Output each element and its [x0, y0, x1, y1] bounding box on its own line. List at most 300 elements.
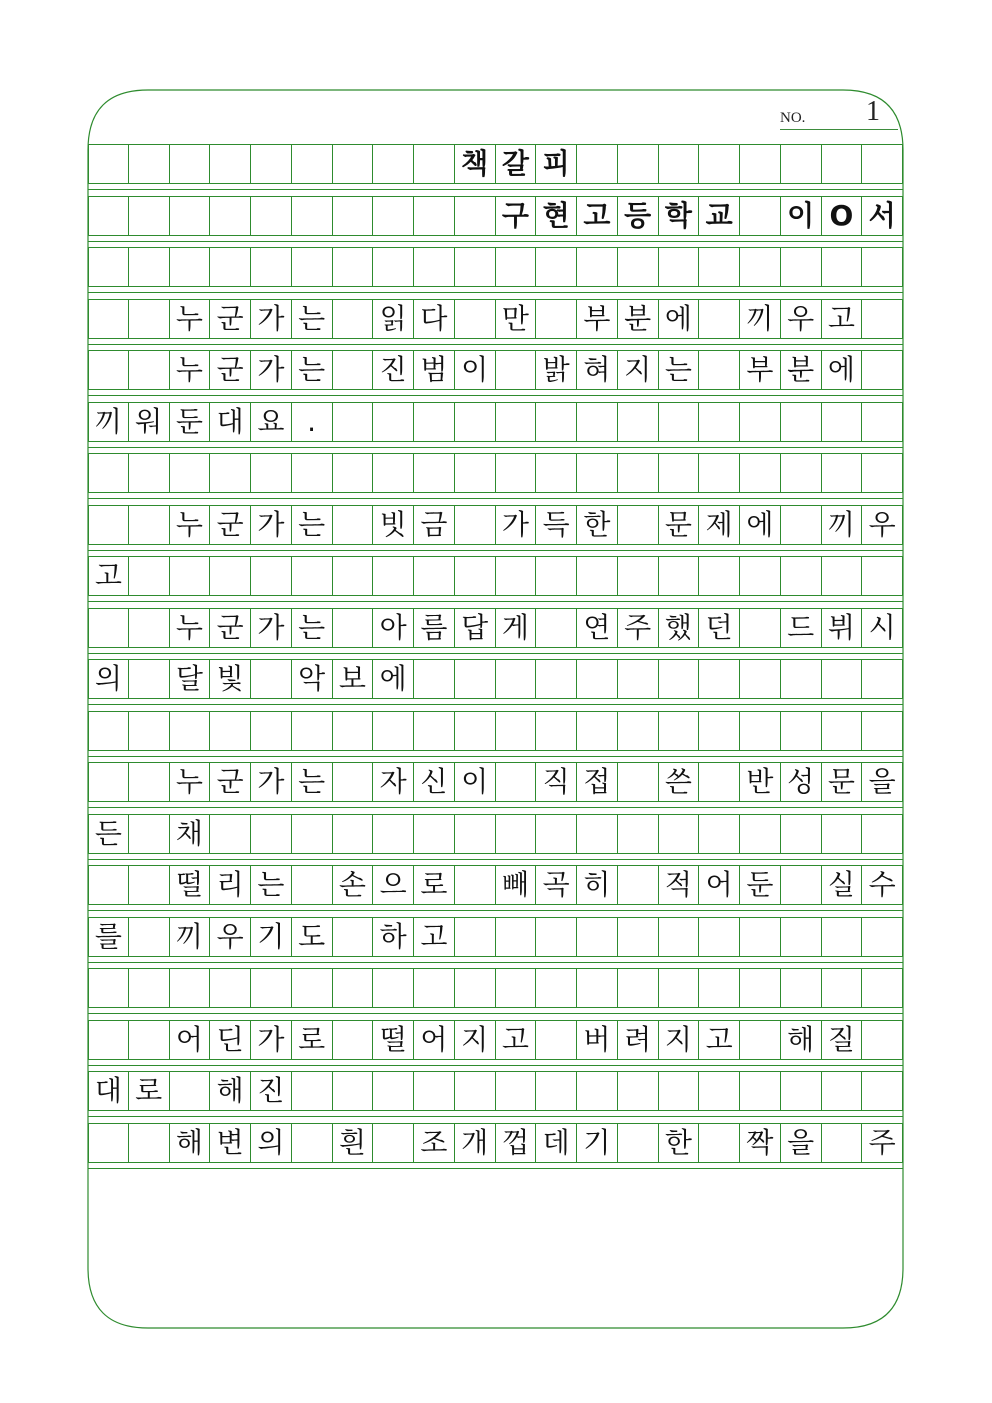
grid-cell: [536, 453, 577, 493]
grid-cell: [129, 196, 170, 236]
grid-cell: [862, 814, 903, 854]
grid-cell: [455, 711, 496, 751]
grid-cell: [210, 196, 251, 236]
grid-cell: [822, 917, 863, 957]
grid-cell: [455, 865, 496, 905]
grid-cell: [618, 814, 659, 854]
grid-cell: 성: [781, 762, 822, 802]
grid-cell: 문: [822, 762, 863, 802]
grid-cell: 끼: [822, 505, 863, 545]
grid-cell: 를: [88, 917, 129, 957]
grid-cell: [292, 556, 333, 596]
grid-cell: [414, 556, 455, 596]
grid-cell: [170, 453, 211, 493]
grid-cell: 고: [699, 1020, 740, 1060]
grid-cell: 구: [496, 196, 537, 236]
grid-cell: 악: [292, 659, 333, 699]
grid-cell: 게: [496, 608, 537, 648]
page-number-underline: [780, 129, 898, 130]
grid-cell: 군: [210, 350, 251, 390]
grid-cell: [496, 350, 537, 390]
grid-cell: 해: [210, 1071, 251, 1111]
grid-cell: [659, 247, 700, 287]
grid-cell: [455, 556, 496, 596]
grid-cell: [333, 814, 374, 854]
grid-cell: 뷔: [822, 608, 863, 648]
grid-cell: 에: [740, 505, 781, 545]
grid-cell: 가: [251, 1020, 292, 1060]
grid-cell: [577, 556, 618, 596]
grid-cell: 가: [251, 350, 292, 390]
grid-cell: [618, 453, 659, 493]
grid-cell: [740, 711, 781, 751]
grid-cell: [292, 144, 333, 184]
grid-gap-line: [88, 498, 903, 499]
grid-cell: [170, 196, 211, 236]
grid-cell: [414, 453, 455, 493]
grid-cell: [333, 608, 374, 648]
grid-cell: [862, 402, 903, 442]
grid-cell: 던: [699, 608, 740, 648]
grid-cell: 한: [659, 1123, 700, 1163]
grid-cell: [862, 917, 903, 957]
grid-cell: 읽: [373, 299, 414, 339]
grid-cell: 신: [414, 762, 455, 802]
grid-cell: [822, 968, 863, 1008]
grid-cell: 대: [88, 1071, 129, 1111]
grid-cell: [862, 968, 903, 1008]
grid-cell: 히: [577, 865, 618, 905]
grid-cell: [210, 711, 251, 751]
grid-cell: 려: [618, 1020, 659, 1060]
grid-cell: 에: [822, 350, 863, 390]
grid-cell: [536, 608, 577, 648]
grid-cell: [699, 453, 740, 493]
grid-cell: 이: [455, 350, 496, 390]
grid-gap-line: [88, 292, 903, 293]
grid-cell: [455, 196, 496, 236]
grid-cell: [292, 865, 333, 905]
grid-cell: 혀: [577, 350, 618, 390]
grid-cell: 누: [170, 350, 211, 390]
grid-cell: 는: [292, 350, 333, 390]
grid-cell: 득: [536, 505, 577, 545]
page-number-value: 1: [866, 96, 880, 127]
grid-cell: [740, 814, 781, 854]
grid-cell: [251, 144, 292, 184]
grid-cell: [292, 968, 333, 1008]
grid-cell: [740, 402, 781, 442]
grid-cell: [333, 1020, 374, 1060]
grid-cell: [292, 196, 333, 236]
grid-gap-line: [88, 910, 903, 911]
grid-cell: [373, 711, 414, 751]
grid-cell: 둔: [740, 865, 781, 905]
grid-cell: [618, 1123, 659, 1163]
grid-cell: 진: [373, 350, 414, 390]
grid-cell: 문: [659, 505, 700, 545]
grid-cell: [659, 1071, 700, 1111]
grid-cell: [822, 247, 863, 287]
grid-cell: [577, 917, 618, 957]
grid-cell: [822, 402, 863, 442]
grid-cell: [659, 402, 700, 442]
grid-cell: [129, 917, 170, 957]
grid-cell: [699, 1123, 740, 1163]
grid-cell: 껍: [496, 1123, 537, 1163]
grid-cell: [822, 1071, 863, 1111]
grid-cell: [373, 968, 414, 1008]
grid-row: [88, 350, 903, 390]
grid-cell: [333, 711, 374, 751]
grid-row: [88, 711, 903, 751]
grid-cell: 밝: [536, 350, 577, 390]
grid-gap-line: [88, 756, 903, 757]
grid-cell: 한: [577, 505, 618, 545]
grid-cell: 짝: [740, 1123, 781, 1163]
grid-cell: 해: [781, 1020, 822, 1060]
grid-cell: [88, 247, 129, 287]
grid-cell: [781, 402, 822, 442]
grid-cell: [129, 556, 170, 596]
grid-cell: 드: [781, 608, 822, 648]
grid-cell: 로: [414, 865, 455, 905]
grid-row: [88, 247, 903, 287]
grid-gap-line: [88, 550, 903, 551]
grid-cell: [129, 299, 170, 339]
grid-cell: [781, 968, 822, 1008]
grid-cell: 지: [455, 1020, 496, 1060]
grid-cell: 지: [659, 1020, 700, 1060]
grid-cell: 빼: [496, 865, 537, 905]
grid-cell: [781, 247, 822, 287]
grid-cell: [862, 144, 903, 184]
grid-row: [88, 144, 903, 184]
grid-cell: [659, 659, 700, 699]
grid-cell: [170, 247, 211, 287]
grid-cell: 을: [862, 762, 903, 802]
grid-cell: 개: [455, 1123, 496, 1163]
grid-cell: 고: [496, 1020, 537, 1060]
grid-cell: [292, 247, 333, 287]
grid-cell: [740, 608, 781, 648]
grid-cell: 곡: [536, 865, 577, 905]
grid-row: [88, 299, 903, 339]
grid-row: [88, 659, 903, 699]
grid-cell: [699, 299, 740, 339]
grid-cell: 는: [292, 505, 333, 545]
grid-cell: [659, 453, 700, 493]
grid-cell: [333, 505, 374, 545]
grid-cell: [862, 247, 903, 287]
grid-cell: [618, 659, 659, 699]
grid-row: [88, 865, 903, 905]
grid-cell: 접: [577, 762, 618, 802]
grid-cell: [536, 814, 577, 854]
grid-cell: 누: [170, 505, 211, 545]
grid-cell: 교: [699, 196, 740, 236]
grid-cell: 떨: [170, 865, 211, 905]
grid-row: [88, 608, 903, 648]
grid-cell: 손: [333, 865, 374, 905]
grid-cell: [414, 247, 455, 287]
grid-cell: [699, 1071, 740, 1111]
grid-cell: [251, 659, 292, 699]
grid-cell: [618, 1071, 659, 1111]
grid-cell: 는: [292, 762, 333, 802]
grid-cell: [373, 1123, 414, 1163]
grid-cell: [251, 196, 292, 236]
grid-cell: [414, 659, 455, 699]
grid-cell: 이: [781, 196, 822, 236]
grid-cell: [333, 196, 374, 236]
grid-cell: 다: [414, 299, 455, 339]
grid-cell: 군: [210, 608, 251, 648]
grid-cell: [659, 556, 700, 596]
grid-cell: 해: [170, 1123, 211, 1163]
grid-cell: [88, 762, 129, 802]
grid-cell: 반: [740, 762, 781, 802]
grid-cell: [251, 556, 292, 596]
grid-cell: [536, 247, 577, 287]
grid-cell: 제: [699, 505, 740, 545]
grid-cell: [577, 1071, 618, 1111]
grid-cell: [577, 247, 618, 287]
grid-cell: [129, 144, 170, 184]
grid-cell: 의: [88, 659, 129, 699]
grid-cell: 가: [496, 505, 537, 545]
grid-cell: 기: [251, 917, 292, 957]
grid-cell: [333, 917, 374, 957]
grid-cell: [781, 865, 822, 905]
grid-gap-line: [88, 807, 903, 808]
grid-gap-line: [88, 395, 903, 396]
grid-cell: [822, 144, 863, 184]
grid-cell: [333, 144, 374, 184]
grid-cell: [699, 144, 740, 184]
grid-cell: [659, 814, 700, 854]
grid-cell: [455, 453, 496, 493]
grid-gap-line: [88, 653, 903, 654]
grid-cell: 가: [251, 299, 292, 339]
grid-cell: [455, 659, 496, 699]
grid-cell: [170, 556, 211, 596]
grid-cell: 빗: [373, 505, 414, 545]
grid-cell: 빛: [210, 659, 251, 699]
grid-cell: [536, 1071, 577, 1111]
grid-cell: 떨: [373, 1020, 414, 1060]
grid-cell: 요: [251, 402, 292, 442]
grid-cell: 등: [618, 196, 659, 236]
grid-cell: [455, 299, 496, 339]
grid-gap-line: [88, 189, 903, 190]
grid-cell: [577, 814, 618, 854]
grid-gap-line: [88, 1013, 903, 1014]
grid-cell: [618, 711, 659, 751]
grid-row: [88, 402, 903, 442]
grid-cell: [699, 556, 740, 596]
grid-cell: 가: [251, 505, 292, 545]
grid-cell: [373, 814, 414, 854]
grid-cell: [496, 556, 537, 596]
grid-cell: 고: [577, 196, 618, 236]
grid-cell: [536, 711, 577, 751]
grid-cell: 는: [292, 608, 333, 648]
grid-cell: [740, 917, 781, 957]
grid-cell: 아: [373, 608, 414, 648]
grid-cell: [781, 814, 822, 854]
grid-cell: 고: [414, 917, 455, 957]
grid-cell: 채: [170, 814, 211, 854]
grid-row: [88, 196, 903, 236]
grid-cell: [129, 814, 170, 854]
grid-cell: [129, 453, 170, 493]
grid-cell: [455, 814, 496, 854]
grid-cell: [496, 247, 537, 287]
grid-cell: [699, 814, 740, 854]
grid-cell: 했: [659, 608, 700, 648]
grid-cell: [496, 917, 537, 957]
grid-cell: 범: [414, 350, 455, 390]
grid-cell: 만: [496, 299, 537, 339]
grid-cell: 이: [455, 762, 496, 802]
grid-cell: [129, 968, 170, 1008]
grid-cell: [129, 505, 170, 545]
grid-gap-line: [88, 1168, 903, 1169]
grid-cell: [740, 556, 781, 596]
grid-cell: [577, 659, 618, 699]
grid-cell: 에: [373, 659, 414, 699]
grid-cell: [455, 968, 496, 1008]
grid-cell: 서: [862, 196, 903, 236]
grid-cell: [781, 659, 822, 699]
grid-cell: 책: [455, 144, 496, 184]
grid-cell: 누: [170, 299, 211, 339]
grid-cell: [129, 762, 170, 802]
grid-cell: [129, 1020, 170, 1060]
grid-cell: [251, 968, 292, 1008]
grid-cell: [536, 1020, 577, 1060]
grid-cell: [414, 968, 455, 1008]
grid-cell: [740, 144, 781, 184]
grid-cell: [862, 1020, 903, 1060]
grid-cell: [496, 402, 537, 442]
grid-cell: 름: [414, 608, 455, 648]
grid-cell: [740, 247, 781, 287]
grid-cell: [740, 1071, 781, 1111]
grid-cell: [496, 659, 537, 699]
grid-cell: [333, 402, 374, 442]
grid-cell: [862, 556, 903, 596]
grid-cell: [781, 144, 822, 184]
grid-cell: [414, 402, 455, 442]
grid-cell: 군: [210, 505, 251, 545]
grid-cell: [414, 1071, 455, 1111]
grid-cell: [88, 865, 129, 905]
grid-cell: 로: [292, 1020, 333, 1060]
grid-cell: [536, 917, 577, 957]
grid-cell: [618, 556, 659, 596]
grid-cell: [659, 144, 700, 184]
grid-cell: [699, 402, 740, 442]
grid-cell: [373, 1071, 414, 1111]
grid-cell: [88, 968, 129, 1008]
grid-cell: [129, 659, 170, 699]
grid-cell: [373, 402, 414, 442]
grid-cell: [88, 144, 129, 184]
grid-cell: [373, 144, 414, 184]
grid-row: [88, 556, 903, 596]
grid-cell: [210, 556, 251, 596]
grid-cell: [414, 711, 455, 751]
grid-cell: [333, 762, 374, 802]
grid-cell: [88, 608, 129, 648]
grid-cell: [373, 556, 414, 596]
grid-cell: 어: [170, 1020, 211, 1060]
grid-cell: O: [822, 196, 863, 236]
grid-cell: [536, 299, 577, 339]
grid-cell: 끼: [740, 299, 781, 339]
grid-gap-line: [88, 1065, 903, 1066]
grid-cell: [129, 711, 170, 751]
grid-cell: [88, 1123, 129, 1163]
grid-cell: 변: [210, 1123, 251, 1163]
grid-cell: [699, 659, 740, 699]
grid-cell: [699, 350, 740, 390]
grid-cell: [862, 350, 903, 390]
grid-cell: 누: [170, 762, 211, 802]
grid-cell: [618, 144, 659, 184]
grid-cell: [333, 968, 374, 1008]
grid-cell: [251, 711, 292, 751]
grid-row: [88, 762, 903, 802]
grid-cell: 우: [862, 505, 903, 545]
grid-cell: 데: [536, 1123, 577, 1163]
grid-cell: [536, 402, 577, 442]
grid-cell: 분: [618, 299, 659, 339]
grid-cell: [170, 1071, 211, 1111]
grid-cell: [822, 814, 863, 854]
grid-cell: 흰: [333, 1123, 374, 1163]
grid-cell: [862, 659, 903, 699]
grid-cell: [210, 814, 251, 854]
grid-cell: [781, 711, 822, 751]
grid-cell: [577, 711, 618, 751]
grid-cell: [333, 556, 374, 596]
grid-cell: [618, 865, 659, 905]
grid-gap-line: [88, 601, 903, 602]
grid-cell: [170, 968, 211, 1008]
grid-cell: [455, 247, 496, 287]
grid-cell: [373, 453, 414, 493]
grid-cell: [496, 711, 537, 751]
grid-cell: [536, 659, 577, 699]
grid-cell: 워: [129, 402, 170, 442]
page-number-label: NO.: [780, 110, 806, 126]
grid-cell: [781, 556, 822, 596]
grid-cell: 실: [822, 865, 863, 905]
grid-cell: [577, 968, 618, 1008]
grid-gap-line: [88, 859, 903, 860]
grid-cell: 부: [740, 350, 781, 390]
grid-cell: 쓴: [659, 762, 700, 802]
grid-cell: [292, 814, 333, 854]
grid-cell: [740, 659, 781, 699]
grid-cell: [781, 453, 822, 493]
grid-cell: [129, 350, 170, 390]
grid-cell: [170, 144, 211, 184]
grid-cell: 수: [862, 865, 903, 905]
